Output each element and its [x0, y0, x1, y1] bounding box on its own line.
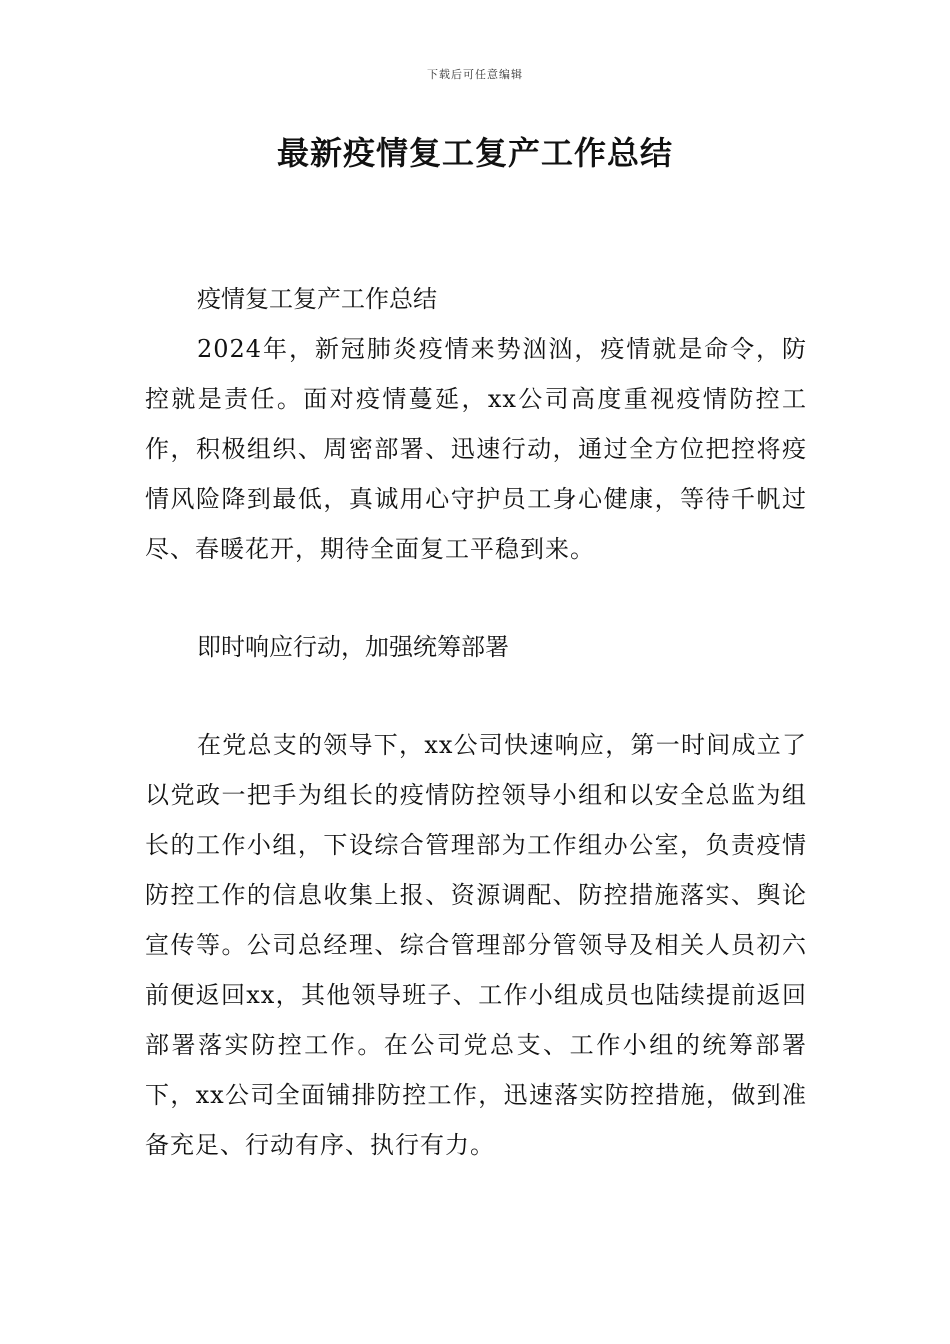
section-heading: 即时响应行动，加强统筹部署 — [197, 633, 509, 661]
page-header-note: 下载后可任意编辑 — [427, 68, 523, 81]
body-paragraph-2: 在党总支的领导下，xx公司快速响应，第一时间成立了以党政一把手为组长的疫情防控领导小组和以安全总监为组长的工作小组，下设综合管理部为工作组办公室，负责疫情防控工作的信息收集上报、资源调配、防控措施落实、舆论宣传等。公司总经理、综合管理部分管领导及相关人员初六前便返回xx，其他领导班子、工作小组成员也陆续提前返回部署落实防控工作。在公司党总支、工作小组的统筹部署下，xx公司全面铺排防控工作，迅速落实防控措施，做到准备充足、行动有序、执行有力。 — [145, 731, 807, 1159]
body-paragraph-1: 2024年，新冠肺炎疫情来势汹汹，疫情就是命令，防控就是责任。面对疫情蔓延，xx公司高度重视疫情防控工作，积极组织、周密部署、迅速行动，通过全方位把控将疫情风险降到最低，真诚用心守护员工身心健康，等待千帆过尽、春暖花开，期待全面复工平稳到来。 — [145, 335, 807, 563]
document-title: 最新疫情复工复产工作总结 — [276, 134, 673, 172]
document-subtitle: 疫情复工复产工作总结 — [197, 285, 437, 313]
